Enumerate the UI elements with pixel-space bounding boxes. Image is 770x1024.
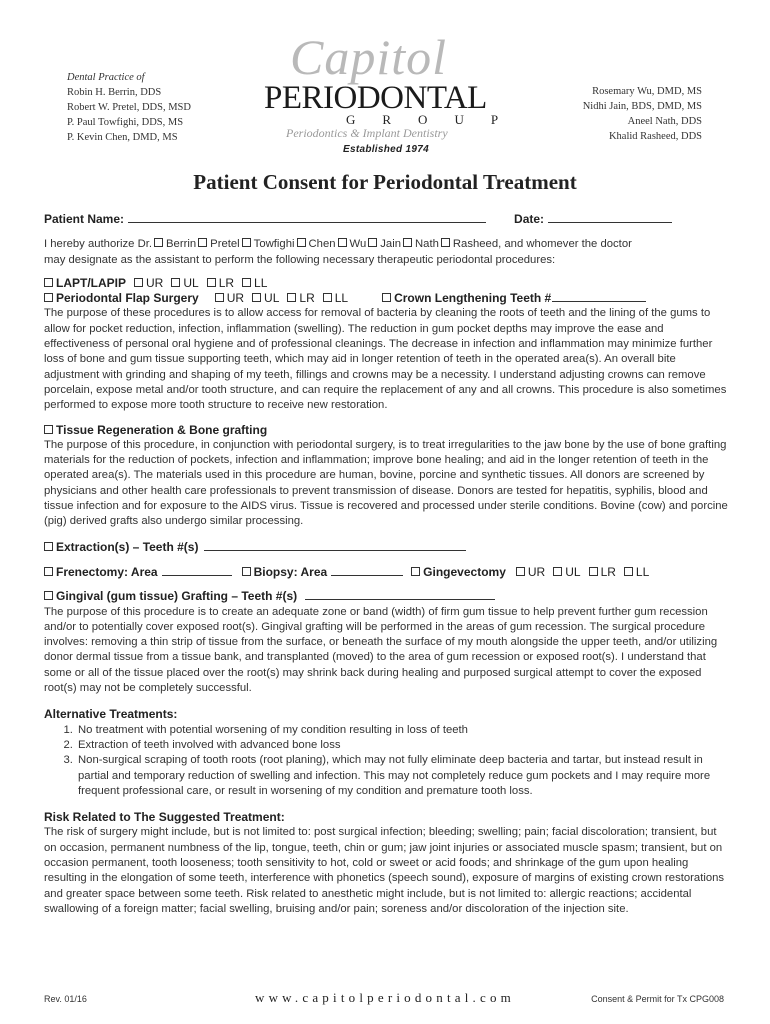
lapt-section (44, 276, 728, 414)
checkbox-dr-rasheed[interactable] (441, 238, 450, 247)
checkbox-gingevectomy-lr[interactable] (589, 567, 598, 576)
flap-surgery-label: Periodontal Flap Surgery (56, 291, 199, 306)
gingival-grafting-description: The purpose of this procedure is to create an adequate zone or band (width) of firm gum tissue to help prevent further gum recession and/or to potentially cover exposed root(s). Gingival grafting will be performed in the areas of gum recession. The surgical procedure involves: removing a thin strip of tissue from the surface, or beneath the surface of my mouth alongside the upper teeth, and/or utilizing donor dermal tissue from a tissue bank, and transplanted (moved) to the area of gum recession or exposed root(s). I understand that some or all of the tissue placed over the root(s) may shrink back during healing and purposed surgical attempt to cover the exposed root(s) may not be completely successful. (44, 605, 718, 695)
date-field[interactable] (548, 212, 672, 223)
extraction-row (44, 540, 728, 555)
checkbox-dr-towfighi[interactable] (242, 238, 251, 247)
checkbox-tissue-regeneration[interactable] (44, 425, 53, 434)
checkbox-dr-nath[interactable] (403, 238, 412, 247)
revision-label: Rev. 01/16 (44, 994, 87, 1004)
doctor-name: Rosemary Wu, DMD, MS (592, 86, 702, 97)
checkbox-dr-pretel[interactable] (198, 238, 207, 247)
risk-description: The risk of surgery might include, but is not limited to: post surgical infection; bleeding; swelling; pain; facial discoloration; transient, but on occasion, permanent numbness of the lip, tongue, teeth, chin or gum; jaw joint injuries or associated muscle spasm; transient, but on occasion permanent, tooth looseness; tooth sensitivity to hot, cold or sweet or acid foods; and shrinkage of the gum upon healing resulting in the elongation of some teeth, interference with phonetics (speech sound), exposure of margins of existing crown restorations and greater space between some teeth. Risk related to anesthetic might include, but is not limited to: allergic reactions; accidental swallowing of a foreign matter; facial swelling, bruising and/or pain; soreness and/or discoloration of the injection site. (44, 826, 725, 915)
doctor-name: P. Paul Towfighi, DDS, MS (67, 117, 184, 128)
quadrant-label: LL (635, 564, 650, 579)
quadrant-label: LR (218, 275, 235, 290)
checkbox-gingevectomy-ll[interactable] (624, 567, 633, 576)
quadrant-label: UR (527, 564, 546, 579)
risk-heading: Risk Related to The Suggested Treatment: (44, 810, 285, 825)
doctor-name: Nidhi Jain, BDS, DMD, MS (582, 101, 702, 112)
gingival-teeth-field[interactable] (305, 589, 495, 600)
checkbox-gingival-grafting[interactable] (44, 591, 53, 600)
page-footer (0, 990, 770, 1010)
checkbox-biopsy[interactable] (242, 567, 251, 576)
quadrant-label: LL (254, 275, 268, 290)
doctor-option-label: Nath (415, 238, 439, 251)
logo-group-text: GROUP (346, 112, 526, 127)
list-item: 3. Non-surgical scraping of tooth roots (root planing), which may not fully eliminate deep bacteria and tartar, but instead result in partial and temporary reduction of swelling and infection. This may not completely reduce gum pockets and I may require more frequent professional care, or result in worsening of my condition and premature tooth loss. (76, 753, 728, 799)
risk-section (44, 810, 728, 917)
doctor-option-label: Chen (308, 238, 336, 251)
checkbox-crown-lengthening[interactable] (382, 293, 391, 302)
extraction-label: Extraction(s) – Teeth #(s) (56, 539, 199, 554)
lapt-label: LAPT/LAPIP (56, 275, 127, 290)
checkbox-flap-lr[interactable] (287, 293, 296, 302)
patient-name-field[interactable] (128, 212, 486, 223)
checkbox-lapt-lr[interactable] (207, 278, 216, 287)
checkbox-dr-chen[interactable] (297, 238, 306, 247)
checkbox-dr-berrin[interactable] (154, 238, 163, 247)
left-doctor-list (67, 70, 191, 145)
checkbox-dr-jain[interactable] (368, 238, 377, 247)
website-url: www.capitolperiodontal.com (255, 990, 515, 1005)
authorize-line2: may designate as the assistant to perform the following necessary therapeutic periodontal procedures: (44, 253, 556, 266)
page-title: Patient Consent for Periodontal Treatment (193, 170, 577, 194)
frenectomy-label: Frenectomy: Area (56, 564, 158, 579)
quadrant-label: UL (264, 291, 280, 306)
crown-lengthening-label: Crown Lengthening Teeth # (394, 291, 552, 306)
alternatives-heading: Alternative Treatments: (44, 707, 178, 722)
checkbox-frenectomy[interactable] (44, 567, 53, 576)
extraction-teeth-field[interactable] (204, 540, 466, 551)
doctor-option-label: Wu (349, 238, 367, 251)
list-item: 1. No treatment with potential worsening of my condition resulting in loss of teeth (76, 723, 728, 738)
checkbox-lapt-ur[interactable] (134, 278, 143, 287)
checkbox-flap-ul[interactable] (252, 293, 261, 302)
checkbox-gingevectomy[interactable] (411, 567, 420, 576)
checkbox-gingevectomy-ur[interactable] (516, 567, 525, 576)
doctor-option-label: Rasheed (452, 238, 499, 251)
consent-form (44, 212, 728, 917)
doctor-name: Aneel Nath, DDS (627, 116, 702, 127)
date-label: Date: (514, 212, 545, 226)
checkbox-lapt[interactable] (44, 278, 53, 287)
doctor-option-label: Pretel (210, 238, 240, 251)
doctor-name: Robin H. Berrin, DDS (67, 87, 162, 98)
practice-label: Dental Practice of (67, 72, 145, 83)
biopsy-label: Biopsy: Area (253, 564, 328, 579)
patient-info-row (44, 212, 728, 227)
checkbox-flap-surgery[interactable] (44, 293, 53, 302)
right-doctor-list (583, 84, 702, 144)
doctor-option-label: Berrin (166, 238, 197, 251)
quadrant-label: UR (226, 291, 245, 306)
flap-surgery-description: The purpose of these procedures is to allow access for removal of bacteria by cleaning the roots of teeth and the lining of the gums to allow for pocket reduction, infection, inflammation (swelling). The reduction in gum pocket depths may improve the ease and effectiveness of personal oral hygiene and of professional cleanings. The decrease in infection and inflammation may minimize further loss of bone and gum tissue supporting teeth, which may aid in longer retention of teeth in the operated area(s). An overall bite adjustment with grinding and shaping of my teeth, fillings and crowns may be a necessity. I understand adjusting crowns can remove porcelain, expose metal and/or tooth structure, and can require the replacement of any and all crowns. This procedure is also sometimes performed to expose more tooth structure to receive new restoration. (44, 307, 727, 412)
quadrant-label: UR (146, 275, 164, 290)
quadrant-label: UL (183, 275, 199, 290)
quadrant-label: LR (299, 291, 315, 306)
doctor-option-label: Towfighi (253, 238, 295, 251)
quadrant-label: LR (600, 564, 616, 579)
doctor-name: Robert W. Pretel, DDS, MSD (67, 102, 191, 113)
quadrant-label: UL (565, 564, 581, 579)
form-code: Consent & Permit for Tx CPG008 (591, 994, 724, 1004)
checkbox-flap-ur[interactable] (215, 293, 224, 302)
checkbox-flap-ll[interactable] (323, 293, 332, 302)
doctor-name: Khalid Rasheed, DDS (608, 131, 702, 142)
letterhead (0, 0, 770, 165)
logo-tagline: Periodontics & Implant Dentistry (286, 126, 448, 140)
gingival-grafting-label: Gingival (gum tissue) Grafting – Teeth #(s) (56, 589, 298, 604)
logo-established: Established 1974 (343, 144, 429, 155)
tissue-regeneration-section (44, 423, 728, 530)
frenectomy-area-field[interactable] (162, 565, 232, 576)
gingevectomy-label: Gingevectomy (423, 564, 506, 579)
alternatives-list (76, 723, 728, 799)
tissue-regeneration-description: The purpose of this procedure, in conjunction with periodontal surgery, is to treat irregularities to the jaw bone by the use of bone grafting materials for the reduction of pockets, infection and inflammation; improve bone healing; and aid in the longer retention of teeth in the operated area(s). The materials used in this procedure are human, bovine, porcine and synthetic tissues. All donors are screened by physicians and other health care professionals to prevent transmission of disease. Donors are tested for hepatitis, syphilis, blood and tissue infection and for exposure to the AIDS virus. Tissue is recovered and processed under sterile conditions. Bovine (cow) and porcine (pig) derived grafts also undergo similar processing. (44, 438, 728, 528)
authorization-statement (44, 237, 728, 268)
quadrant-label: LL (334, 291, 349, 306)
doctor-name: P. Kevin Chen, DMD, MS (67, 132, 178, 143)
checkbox-dr-wu[interactable] (338, 238, 347, 247)
checkbox-extraction[interactable] (44, 542, 53, 551)
crown-teeth-field[interactable] (552, 291, 646, 302)
checkbox-lapt-ul[interactable] (171, 278, 180, 287)
biopsy-area-field[interactable] (331, 565, 403, 576)
gingival-grafting-section (44, 589, 728, 696)
patient-name-label: Patient Name: (44, 212, 125, 226)
minor-procedures-row (44, 565, 728, 580)
alternatives-section (44, 707, 728, 799)
practice-logo (264, 28, 526, 160)
tissue-regeneration-label: Tissue Regeneration & Bone grafting (56, 422, 268, 437)
logo-wordmark: PERIODONTAL (264, 80, 487, 116)
logo-script-text: Capitol (290, 29, 448, 85)
doctor-option-label: Jain (380, 238, 401, 251)
authorize-prefix: I hereby authorize Dr. (44, 238, 153, 251)
checkbox-lapt-ll[interactable] (242, 278, 251, 287)
checkbox-gingevectomy-ul[interactable] (553, 567, 562, 576)
list-item: 2. Extraction of teeth involved with advanced bone loss (76, 738, 728, 753)
authorize-suffix: , and whomever the doctor (498, 238, 632, 251)
